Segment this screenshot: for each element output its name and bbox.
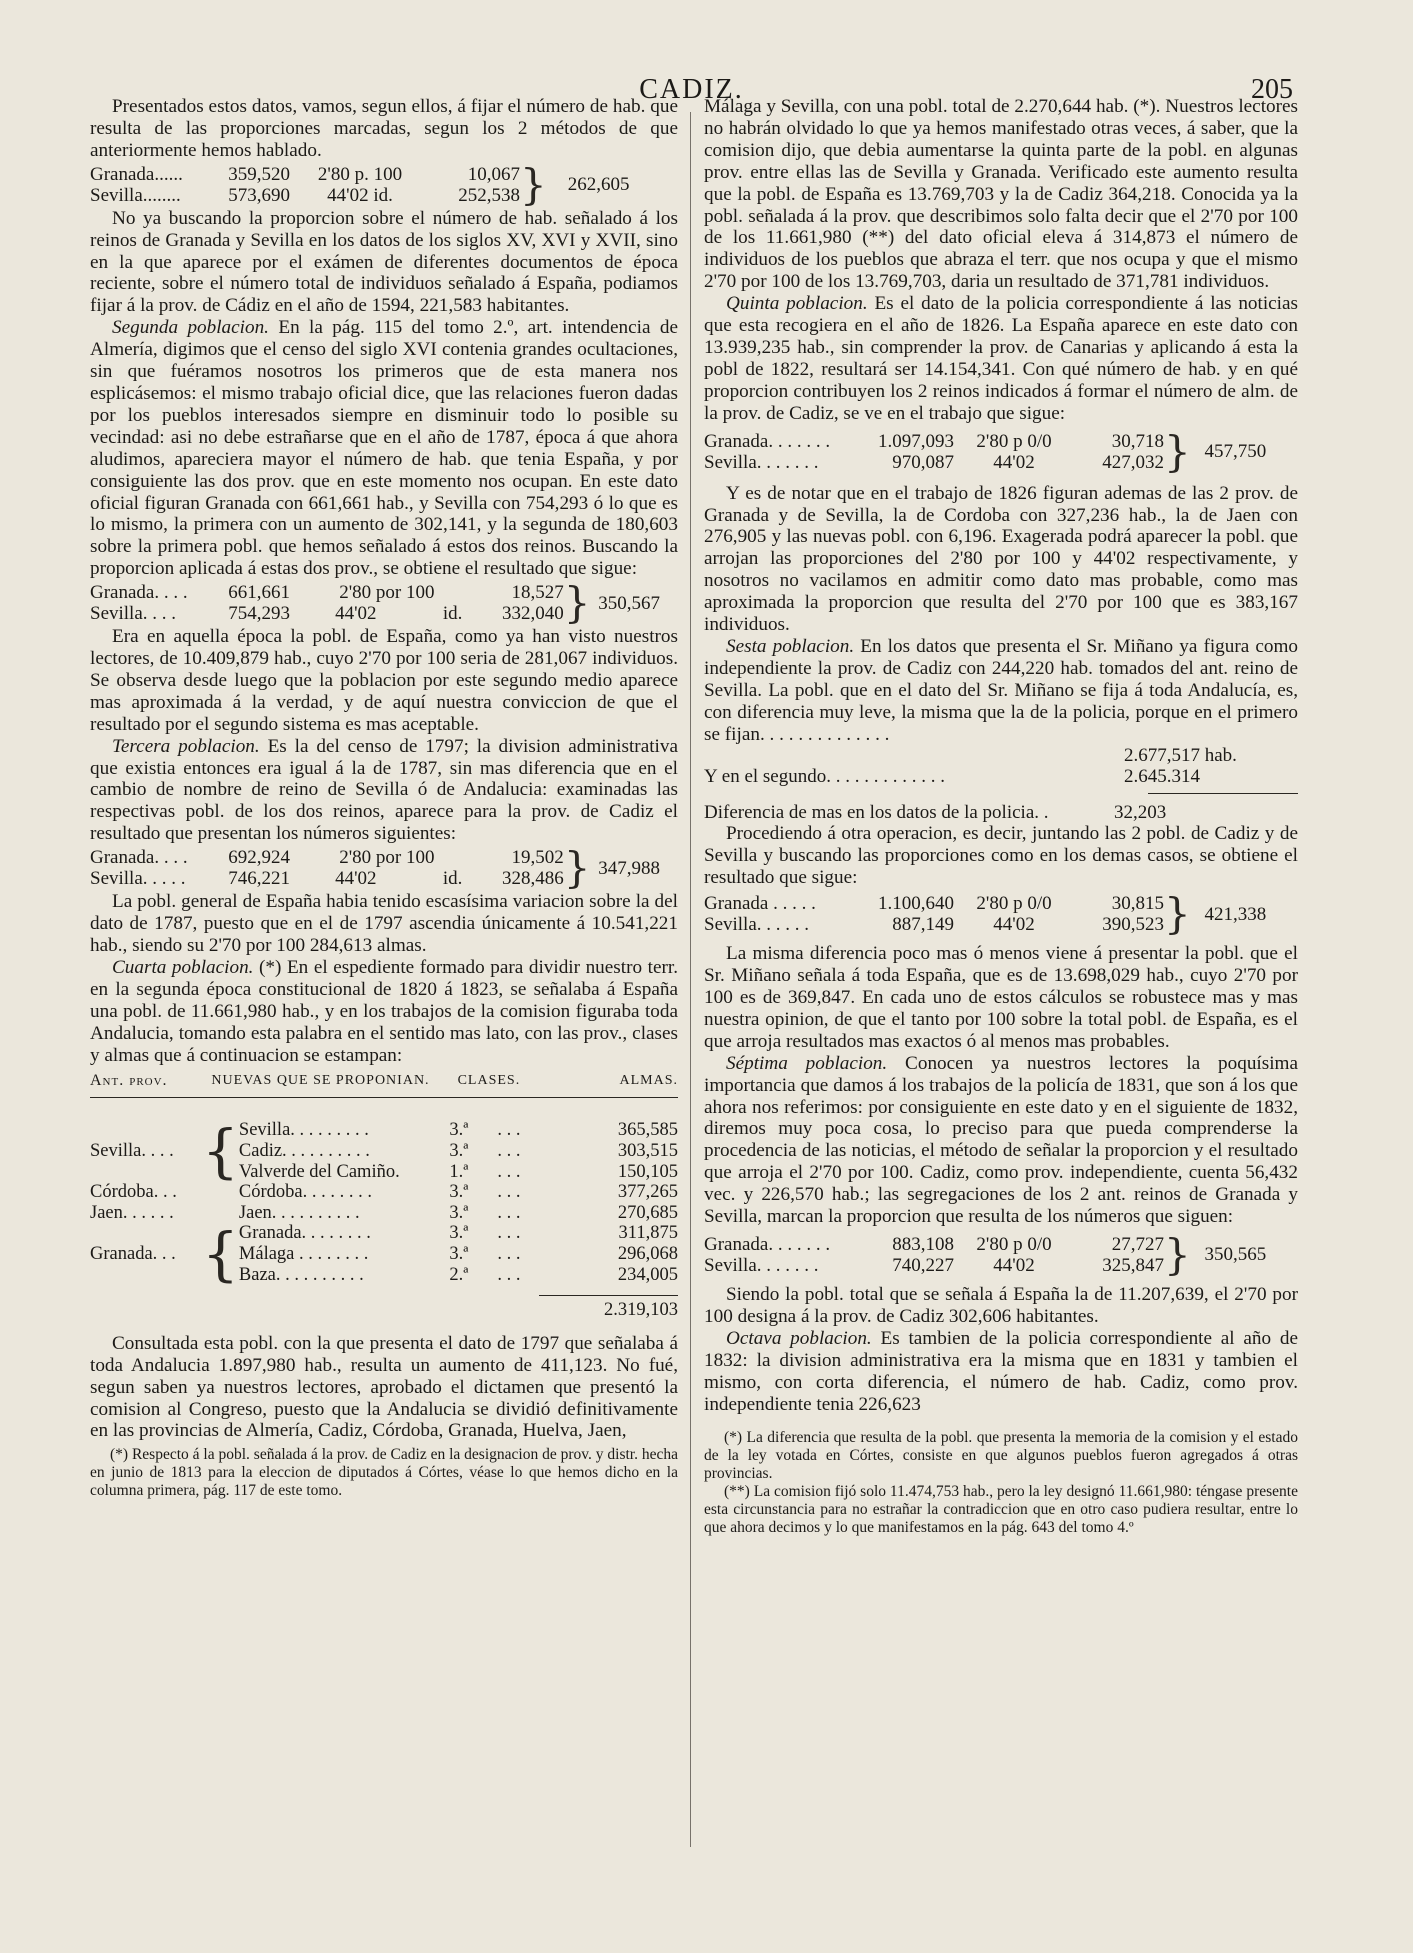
paragraph-body: Conocen ya nuestros lectores la poquísima importancia que damos á los trabajos de la policía de 1831, que son á los que ahora nos referimos: por consiguiente en este dato y en el siguiente de 1832, diremos muy poca cosa, lo preciso para que pueda comprenderse la procedencia de las noticias, el método de señalar la proporcion y el resultado que arroja el 2'70 por 100. Cadiz, como prov. independiente, cuenta 56,432 vec. y 226,570 hab.; las segregaciones de los 2 ant. reinos de Granada y Sevilla, marcan la proporcion que resulta de los números que siguen: xyxy=(704,1052,1298,1228)
cell: 573,690 xyxy=(228,184,290,206)
cell: 30,718 xyxy=(1111,430,1164,452)
rule-row xyxy=(704,793,1298,794)
row-label: Granada . . . . . xyxy=(704,893,816,915)
column-header: CLASES. xyxy=(439,1072,539,1098)
paragraph: La pobl. general de España habia tenido escasísima variacion sobre la del dato de 1787, puesto que en el de 1797 ascendia únicamente á 10.541,221 hab., siendo su 2'70 por 100 284,613 almas. xyxy=(90,891,678,956)
brace-glyph: } xyxy=(520,159,547,209)
cell: 1.097,093 xyxy=(878,430,954,452)
paragraph: Procediendo á otra operacion, es decir, juntando las 2 pobl. de Cadiz y de Sevilla y buscando las proporciones como en los demas casos, se obtiene el resultado que sigue: xyxy=(704,823,1298,889)
paragraph: Y es de notar que en el trabajo de 1826 figuran ademas de las 2 prov. de Granada y de Sevilla, la de Cordoba con 327,236 hab., la de Jaen con 276,905 y las nuevas pobl. con 6,196. Exagerada podrá aparecer la pobl. que arrojan las proporciones del 2'80 por 100 y 44'02 respectivamente, y nosotros no vacilamos en admitir como dato mas probable, como mas aproximada la proporcion que resulta del 2'70 por 100 que es 383,167 individuos. xyxy=(704,482,1298,636)
class-cell: 1.ª xyxy=(449,1161,469,1182)
brace-glyph: { xyxy=(202,1220,239,1289)
section-lead: Octava poblacion. xyxy=(726,1327,872,1349)
class-cell: 3.ª xyxy=(449,1141,469,1162)
row-label: Sevilla. . . . . xyxy=(90,868,186,890)
cell: 19,502 xyxy=(511,847,564,869)
new-province: Córdoba. . . . . . . . xyxy=(238,1182,372,1203)
paragraph-body: En los datos que presenta el Sr. Miñano ya figura como independiente la prov. de Cadiz con 244,220 hab. tomados del ant. reino de Sevilla. La pobl. que en el dato del Sr. Miñano se fija á toda Andalucía, es, con diferencia muy leve, la misma que la de la policia, porque en el primero se fijan. . . . . . . . . . . . . . xyxy=(704,635,1298,745)
cell: 18,527 xyxy=(511,582,564,604)
dots: . . . xyxy=(497,1264,521,1285)
cell: 325,847 xyxy=(1102,1254,1164,1276)
row-label: Sevilla. . . . xyxy=(90,603,177,625)
difference-line xyxy=(704,802,1298,823)
cell: 2'80 por 100 xyxy=(339,582,435,604)
cell: 887,149 xyxy=(892,914,954,936)
cell: 27,727 xyxy=(1111,1233,1164,1255)
old-province: Córdoba. . . xyxy=(90,1182,177,1203)
paragraph xyxy=(90,317,678,580)
cell: 2'80 p 0/0 xyxy=(976,1233,1052,1255)
dots: . . . xyxy=(497,1244,521,1264)
old-province: Sevilla. . . . xyxy=(90,1141,174,1162)
paragraph-body: En la pág. 115 del tomo 2.º, art. intendencia de Almería, digimos que el censo del siglo XVI contenia grandes ocultaciones, sin que fuéramos nosotros los primeros que de esta manera nos esplicásemos: el mismo trabajo oficial dice, que las relaciones fueron dadas por los pueblos interesados siempre en disminuir todo lo posible su vecindad: asi no debe estrañarse que en el año de 1787, época á que ahora aludimos, apareciera mayor el número de hab. que tenia España, y por consiguiente las dos prov. que en este momento nos ocupan. En este dato oficial figuran Granada con 661,661 hab., y Sevilla con 754,293 ó lo que es lo mismo, la primera con un aumento de 302,141, y la segunda de 180,603 sobre la primera pobl. que hemos señalado á estos dos reinos. Buscando la proporcion aplicada á estas dos prov., se obtiene el resultado que sigue: xyxy=(90,317,678,580)
cell: 754,293 xyxy=(228,603,290,625)
brace-glyph: } xyxy=(563,843,591,893)
spacer xyxy=(90,1321,678,1333)
cell: 44'02 xyxy=(993,914,1035,936)
paragraph xyxy=(704,636,1298,746)
class-cell: 3.ª xyxy=(449,1120,469,1141)
new-province: Cadiz. . . . . . . . . . xyxy=(238,1141,370,1162)
cell: 883,108 xyxy=(892,1233,954,1255)
brace-glyph: } xyxy=(1164,889,1191,939)
calc-table-1 xyxy=(90,159,678,209)
cell: 332,040 xyxy=(501,603,564,625)
class-cell: 2.ª xyxy=(449,1264,469,1285)
row-label: Sevilla. . . . . . . xyxy=(704,451,819,473)
total-cell: 350,567 xyxy=(598,592,660,614)
miñano-lines xyxy=(704,745,1298,787)
brace-glyph: } xyxy=(1164,1229,1191,1279)
column-divider xyxy=(690,112,691,1847)
paragraph: La misma diferencia poco mas ó menos viene á presentar la pobl. que el Sr. Miñano señala á toda España, que es de 13.698,029 hab., cuyo 2'70 por 100 es de 369,847. En cada uno de estos cálculos se robustece mas y mas nuestra opinion, de que el tanto por 100 sobre la total pobl. de España, es el que arroja resultados mas exactos ó al menos mas probables. xyxy=(704,943,1298,1052)
cell: 390,523 xyxy=(1102,914,1164,936)
new-province: Valverde del Camiño. xyxy=(238,1161,400,1182)
old-province: Jaen. . . . . . xyxy=(90,1202,174,1223)
total-cell: 457,750 xyxy=(1204,441,1267,463)
footnotes xyxy=(90,1446,678,1500)
row-label: Granada. . . . xyxy=(90,847,188,869)
calc-table-6 xyxy=(704,889,1298,939)
cell: 44'02 xyxy=(993,1254,1035,1276)
footnote: (**) La comision fijó solo 11.474,753 hab., pero la ley designó 11.661,980: téngase presente esta circunstancia para no estrañar la contradiccion que en otro caso pudiera resultar, entre lo que ahora decimos y lo que manifestamos en la pág. 643 del tomo 4.º xyxy=(704,1483,1298,1537)
spacer xyxy=(90,1285,678,1296)
cell: id. xyxy=(442,868,463,890)
row-label: Granada. . . . . . . xyxy=(704,430,831,452)
section-lead: Cuarta poblacion. xyxy=(112,956,254,978)
total-cell: 350,565 xyxy=(1204,1244,1267,1266)
souls-cell: 311,875 xyxy=(618,1223,678,1244)
cell: 10,067 xyxy=(467,163,520,185)
souls-cell: 150,105 xyxy=(617,1161,678,1182)
row-label: Sevilla. . . . . . . xyxy=(704,1254,819,1276)
new-province: Sevilla. . . . . . . . . xyxy=(238,1120,369,1141)
diff-value: 32,203 xyxy=(1114,802,1167,824)
old-province: Granada. . . xyxy=(90,1244,176,1264)
paragraph: Consultada esta pobl. con la que presenta el dato de 1797 que señalaba á toda Andalucia 1.897,980 hab., resulta un aumento de 411,123. No fué, segun saben ya nuestros lectores, aprobado el dictamen que presentó la comision al Congreso, puesto que la Andalucia se dividió definitivamente en las provincias de Almería, Cadiz, Córdoba, Granada, Huelva, Jaen, xyxy=(90,1332,678,1442)
cell: 359,520 xyxy=(228,163,290,185)
right-column xyxy=(704,96,1298,1537)
dots: . . . xyxy=(497,1141,521,1162)
footnote: (*) La diferencia que resulta de la pobl. que presenta la memoria de la comision y el estado de la ley votada en Córtes, consiste en que algunos pueblos fueron agregados á otras provincias. xyxy=(704,1429,1298,1483)
souls-cell: 296,068 xyxy=(617,1244,678,1264)
cell: 2'80 por 100 xyxy=(339,847,435,869)
paragraph xyxy=(704,293,1298,424)
cell: 252,538 xyxy=(458,184,520,206)
cell: 970,087 xyxy=(892,451,954,473)
section-lead: Quinta poblacion. xyxy=(726,293,868,315)
cell: 1.100,640 xyxy=(878,893,954,915)
cell: 44'02 xyxy=(993,451,1035,473)
left-column xyxy=(90,96,678,1500)
brace-glyph: } xyxy=(1164,426,1191,476)
dots: . . . xyxy=(497,1202,521,1223)
calc-table-3 xyxy=(90,843,678,893)
total-cell: 347,988 xyxy=(598,857,660,879)
cell: id. xyxy=(442,603,463,625)
new-province: Jaen. . . . . . . . . . xyxy=(238,1202,360,1223)
cell: 661,661 xyxy=(228,582,290,604)
class-cell: 3.ª xyxy=(449,1244,469,1264)
calc-table-5 xyxy=(704,426,1298,476)
paragraph xyxy=(90,957,678,1067)
row-label: Granada. . . . xyxy=(90,582,188,604)
total-cell: 421,338 xyxy=(1204,903,1267,925)
dots: . . . xyxy=(497,1120,521,1141)
row-label: Granada...... xyxy=(90,163,183,185)
row-label: Granada. . . . . . . xyxy=(704,1233,831,1255)
paragraph: Siendo la pobl. total que se señala á España la de 11.207,639, el 2'70 por 100 designa á la prov. de Cadiz 302,606 habitantes. xyxy=(704,1283,1298,1327)
cell: 44'02 xyxy=(335,603,377,625)
column-header: Ant. prov. xyxy=(90,1072,202,1098)
new-province: Baza. . . . . . . . . . xyxy=(238,1264,364,1285)
spacer xyxy=(90,1098,678,1121)
cell: 30,815 xyxy=(1111,893,1164,915)
cell: 2'80 p. 100 xyxy=(317,163,403,185)
brace-glyph: } xyxy=(563,578,591,628)
paragraph xyxy=(704,1328,1298,1416)
diff-label: Diferencia de mas en los datos de la policia. . xyxy=(704,802,1049,824)
souls-cell: 377,265 xyxy=(617,1182,678,1203)
cell: 2'80 p 0/0 xyxy=(976,893,1052,915)
new-province: Granada. . . . . . . . xyxy=(238,1223,371,1244)
value-cell: 2.645.314 xyxy=(1124,766,1200,788)
spacer xyxy=(202,1182,239,1203)
class-cell: 3.ª xyxy=(449,1182,469,1203)
paragraph-body: Es el dato de la policia correspondiente á las noticias que esta recogiera en el año de 1826. La España aparece en este dato con 13.939,235 hab., sin comprender la prov. de Canarias y aplicando á esta la pobl de 1822, resultará ser 14.154,341. Con qué número de hab. y en qué proporcion contribuyen los 2 reinos indicados á formar el número de alm. de la prov. de Cadiz, se ve en el trabajo que sigue: xyxy=(704,293,1298,424)
paragraph-body: (*) En el espediente formado para dividir nuestro terr. en la segunda época constitucional de 1820 á 1823, se señalaba á España una pobl. de 11.661,980 hab., y en los trabajos de la comision figuraba toda Andalucia, tomando esta palabra en el sentido mas lato, con las prov., clases y almas que á continuacion se estampan: xyxy=(90,956,678,1066)
brace-glyph: { xyxy=(202,1117,239,1186)
calc-table-7 xyxy=(704,1229,1298,1279)
dots: . . . xyxy=(497,1161,521,1182)
cell: 427,032 xyxy=(1102,451,1164,473)
souls-cell: 365,585 xyxy=(617,1120,678,1141)
page-number: 205 xyxy=(1251,74,1293,105)
cell: 746,221 xyxy=(228,868,290,890)
cell: 44'02 xyxy=(335,868,377,890)
footnote: (*) Respecto á la pobl. señalada á la prov. de Cadiz en la designacion de prov. y distr. hecha en junio de 1813 para la eleccion de diputados á Córtes, véase lo que hemos dicho en la columna primera, pág. 117 de este tomo. xyxy=(90,1446,678,1500)
cell: 692,924 xyxy=(228,847,290,869)
line-label: Y en el segundo. . . . . . . . . . . . . xyxy=(704,766,945,788)
paragraph xyxy=(90,736,678,846)
calc-table-2 xyxy=(90,578,678,628)
row-label: Sevilla. . . . . . xyxy=(704,914,810,936)
footnotes xyxy=(704,1429,1298,1537)
paragraph-body: Es la del censo de 1797; la division administrativa que existia entonces era igual á la de 1787, sin mas diferencia que en el cambio de nombre de reino de Sevilla ó de Andalucia: examinadas las respectivas pobl. de los dos reinos, aparece para la prov. de Cadiz el resultado que presentan los números siguientes: xyxy=(90,735,678,845)
value-cell: 2.677,517 hab. xyxy=(1124,745,1237,767)
spacer xyxy=(90,1296,539,1321)
dots: . . . xyxy=(497,1223,521,1244)
class-cell: 3.ª xyxy=(449,1202,469,1223)
souls-cell: 270,685 xyxy=(617,1202,678,1223)
section-lead: Sesta poblacion. xyxy=(726,635,855,657)
cell: 2'80 p 0/0 xyxy=(976,430,1052,452)
dots: . . . xyxy=(497,1182,521,1203)
row-label: Sevilla........ xyxy=(90,184,181,206)
provinces-table xyxy=(90,1072,678,1320)
column-header: NUEVAS QUE SE PROPONIAN. xyxy=(202,1072,439,1098)
sum-rule xyxy=(1148,793,1298,794)
paragraph: Málaga y Sevilla, con una pobl. total de 2.270,644 hab. (*). Nuestros lectores no habrán olvidado lo que ya hemos manifestado otras veces, á saber, que la comision dijo, que debia aumentarse la quinta parte de la pobl. en algunas prov. entre ellas las de Sevilla y Granada. Verificado este aumento resulta que la pobl. de España es 13.769,703 y la de Cadiz 364,218. Conocida ya la pobl. señalada á la prov. que describimos solo falta decir que el 2'70 por 100 de los 11.661,980 (**) del dato oficial eleva á 314,873 el número de individuos de los pueblos que abraza el terr. que nos ocupa y que el mismo 2'70 por 100 de los 13.769,703, daria un resultado de 371,781 individuos. xyxy=(704,96,1298,293)
section-lead: Tercera poblacion. xyxy=(112,735,260,757)
section-lead: Séptima poblacion. xyxy=(726,1052,888,1074)
section-lead: Segunda poblacion. xyxy=(112,317,269,339)
cell: 44'02 id. xyxy=(327,184,393,206)
paragraph: No ya buscando la proporcion sobre el número de hab. señalado á los reinos de Granada y Sevilla en los datos de los siglos XV, XVI y XVII, sino en la que aparece por el exámen de diferentes documentos de época reciente, sobre el número total de individuos señalado á España, podiamos fijar á la prov. de Cádiz en el año de 1594, 221,583 habitantes. xyxy=(90,207,678,317)
paragraph: Era en aquella época la pobl. de España, como ya han visto nuestros lectores, de 10.409,879 hab., cuyo 2'70 por 100 seria de 281,067 individuos. Se observa desde luego que la poblacion por este segundo medio aparece mas aproximada á la verdad, y de aquí nuestra conviccion de que el resultado por el segundo sistema es mas aceptable. xyxy=(90,626,678,735)
table-total: 2.319,103 xyxy=(539,1296,678,1321)
new-province: Málaga . . . . . . . . xyxy=(238,1244,369,1264)
paragraph-body: Es tambien de la policia correspondiente al año de 1832: la division administrativa era la misma que en 1831 y tambien el mismo, con corta diferencia, el número de hab. Cadiz, como prov. independiente tenia 226,623 xyxy=(704,1327,1298,1415)
class-cell: 3.ª xyxy=(449,1223,469,1244)
column-header: ALMAS. xyxy=(539,1072,678,1098)
souls-cell: 234,005 xyxy=(617,1264,678,1285)
souls-cell: 303,515 xyxy=(617,1141,678,1162)
paragraph xyxy=(704,1053,1298,1228)
cell: 740,227 xyxy=(892,1254,954,1276)
page-title: CADIZ. xyxy=(639,74,744,105)
spacer xyxy=(704,745,1124,766)
total-cell: 262,605 xyxy=(567,174,630,196)
paragraph: Presentados estos datos, vamos, segun ellos, á fijar el número de hab. que resulta de las proporciones marcadas, segun los 2 métodos de que anteriormente hemos hablado. xyxy=(90,96,678,161)
cell: 328,486 xyxy=(501,868,564,890)
